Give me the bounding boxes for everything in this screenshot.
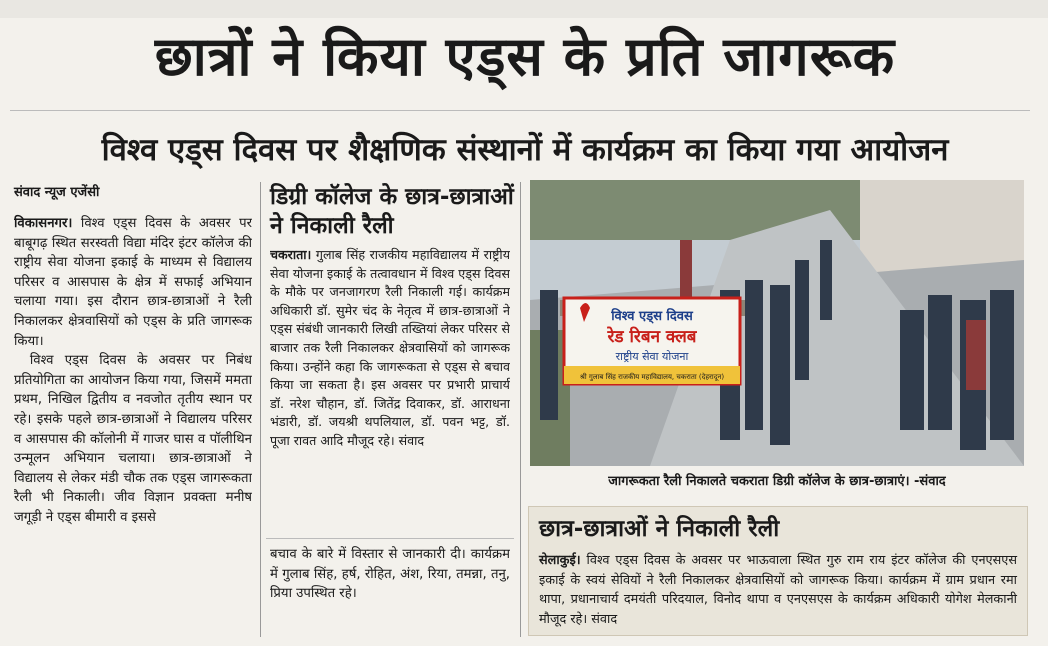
banner-line1: विश्व एड्स दिवस (611, 309, 693, 324)
top-strip (0, 0, 1048, 18)
story2-title: डिग्री कॉलेज के छात्र-छात्राओं ने निकाली रैली (270, 184, 514, 239)
agency-credit: संवाद न्यूज एजेंसी (14, 185, 100, 200)
story2-body (270, 246, 510, 536)
story3-box (528, 506, 1028, 636)
story2-dateline: चकराता। (270, 247, 312, 262)
banner-line3: राष्ट्रीय सेवा योजना (615, 350, 689, 363)
story1-continued: बचाव के बारे में विस्तार से जानकारी दी। कार्यक्रम में गुलाब सिंह, हर्ष, रोहित, अंश, रिया, तमन्ना, तनु, प्रिया उपस्थित रहे। (270, 547, 510, 602)
story1-para1-text: विश्व एड्स दिवस के अवसर पर बाबूगढ़ स्थित सरस्वती विद्या मंदिर इंटर कॉलेज की राष्ट्रीय सेवा योजना इकाई के माध्यम से विद्यालय परिसर व आसपास के क्षेत्र में सफाई अभियान चलाया गया। इस दौरान छात्र-छात्राओं ने रैली निकालकर क्षेत्रवासियों को एड्स के प्रति जागरूक किया। (14, 216, 252, 349)
story1-body (14, 214, 252, 640)
story2-body-text: गुलाब सिंह राजकीय महाविद्यालय में राष्ट्रीय सेवा योजना इकाई के तत्वावधान में विश्व एड्स दिवस के मौके पर जनजागरण रैली निकाली गई। कार्यक्रम अधिकारी डॉ. सुमेर चंद के नेतृत्व में छात्र-छात्राओं ने एड्स संबंधी जानकारी लिखी तख्तियां लेकर परिसर से बाजार तक रैली निकालकर क्षेत्रवासियों को जागरूक किया। उन्होंने कहा कि जागरूकता से एड्स से बचाव किया जा सकता है। इस अवसर पर प्रभारी प्राचार्य डॉ. नरेश चौहान, डॉ. जितेंद्र दिवाकर, डॉ. आराधना भंडारी, डॉ. जयश्री थपलियाल, डॉ. पवन भट्ट, डॉ. पूजा रावत आदि मौजूद रहे। संवाद (270, 247, 510, 448)
story1-para1 (14, 214, 252, 351)
story1-dateline: विकासनगर। (14, 216, 73, 231)
banner-line2: रेड रिबन क्लब (607, 327, 697, 347)
column-divider (260, 182, 261, 637)
banner-footer: श्री गुलाब सिंह राजकीय महाविद्यालय, चकराता (देहरादून) (579, 373, 725, 381)
story3-body-text: विश्व एड्स दिवस के अवसर पर भाऊवाला स्थित गुरु राम राय इंटर कॉलेज की एनएसएस इकाई के स्वयं सेवियों ने रैली निकालकर क्षेत्रवासियों को जागरूक किया। कार्यक्रम में ग्राम प्रधान रमा थापा, प्रधानाचार्य दमयंती परिदयाल, विनोद थापा व एनएसएस के कार्यक्रम अधिकारी योगेश मेलकानी मौजूद रहे। संवाद (539, 553, 1017, 627)
story2-divider (266, 538, 514, 539)
subheadline: विश्व एड्स दिवस पर शैक्षणिक संस्थानों में कार्यक्रम का किया गया आयोजन (101, 132, 949, 168)
headline: छात्रों ने किया एड्स के प्रति जागरूक (154, 25, 896, 88)
story3-dateline: सेलाकुई। (539, 553, 581, 568)
headline-divider (10, 110, 1030, 111)
rally-photo (530, 180, 1024, 466)
story3-title: छात्र-छात्राओं ने निकाली रैली (539, 516, 780, 542)
photo-caption: जागरूकता रैली निकालते चकराता डिग्री कॉलेज के छात्र-छात्राएं। -संवाद (608, 474, 946, 489)
column-divider-2 (520, 182, 521, 637)
story1-para2: विश्व एड्स दिवस के अवसर पर निबंध प्रतियोगिता का आयोजन किया गया, जिसमें ममता प्रथम, निखिल द्वितीय व नवजोत तृतीय स्थान पर रहे। इसके पहले छात्र-छात्राओं ने विद्यालय परिसर व आसपास की कॉलोनी में गाजर घास व पॉलीथिन उन्मूलन अभियान चलाया। छात्र-छात्राओं ने विद्यालय से लेकर मंडी चौक तक एड्स जागरूकता रैली भी निकाली। जीव विज्ञान प्रवक्ता मनीष जगूड़ी ने एड्स बीमारी व इससे (14, 353, 252, 525)
story3-body (539, 551, 1017, 629)
